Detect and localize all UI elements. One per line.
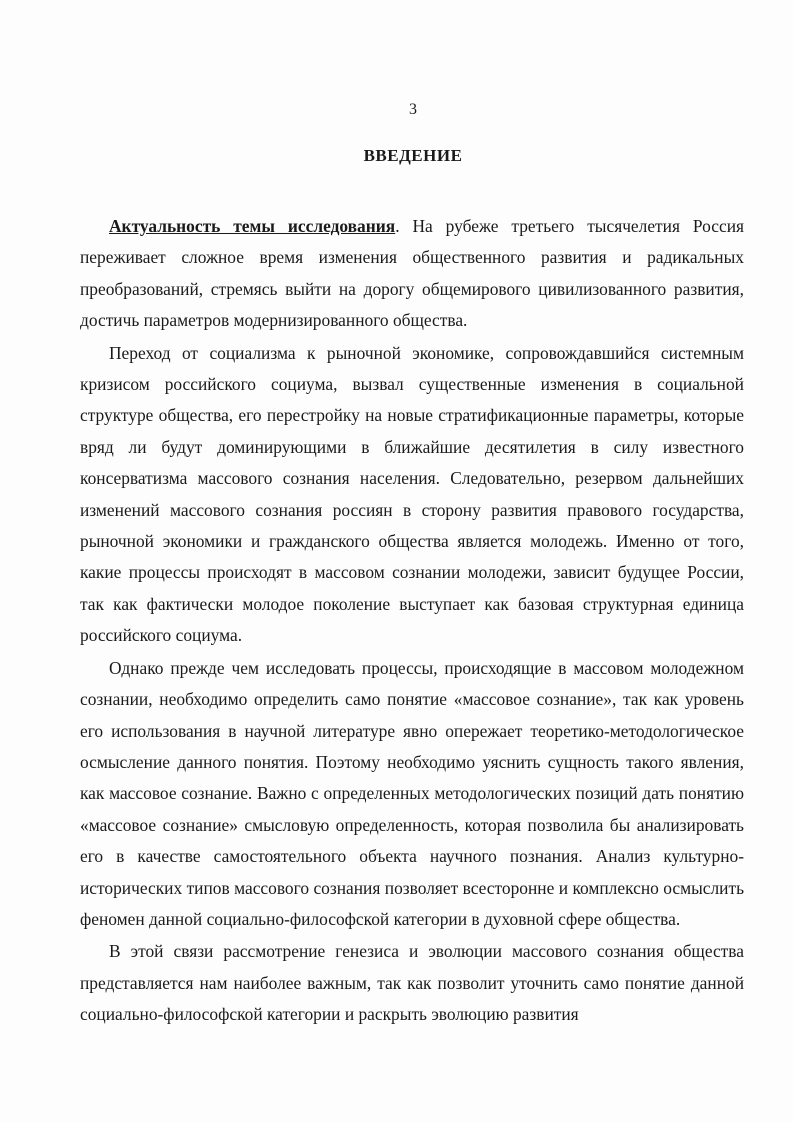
paragraph-genesis: В этой связи рассмотрение генезиса и эволюции массового сознания общества представляется нам наиболее важным, так как позволит уточнить само понятие данной социально-философской категории и раскрыть эволюцию развития bbox=[80, 941, 744, 1025]
paragraph-mass-consciousness: Однако прежде чем исследовать процессы, происходящие в массовом молодежном сознании, необходимо определить само понятие «массовое сознание», так как уровень его использования в научной литературе явно опережает теоретико-методологическое осмысление данного понятия. Поэтому необходимо уяснить сущность такого явления, как массовое сознание. Важно с определенных методологических позиций дать понятию «массовое сознание» смысловую определенность, которая позволила бы анализировать его в качестве самостоятельного объекта научного познания. Анализ культурно-исторических типов массового сознания позволяет всесторонне и комплексно осмыслить феномен данной социально-философской категории в духовной сфере общества. bbox=[80, 657, 744, 929]
paragraph-relevance bbox=[80, 211, 744, 337]
paragraph-text: . На рубеже третьего тысячелетия Россия переживает сложное время изменения общественного развития и радикальных преобразований, стремясь выйти на дорогу общемирового цивилизованного развития, достичь параметров модернизированного общества. bbox=[80, 216, 745, 331]
page-number: 3 bbox=[409, 101, 417, 118]
paragraph-lead: Актуальность темы исследования bbox=[109, 216, 396, 236]
paragraph-transition: Переход от социализма к рыночной экономике, сопровождавшийся системным кризисом российского социума, вызвал существенные изменения в социальной структуре общества, его перестройку на новые стратификационные параметры, которые вряд ли будут доминирующими в ближайшие десятилетия в силу известного консерватизма массового сознания населения. Следовательно, резервом дальнейших изменений массового сознания россиян в сторону развития правового государства, рыночной экономики и гражданского общества является молодежь. Именно от того, какие процессы происходят в массовом сознании молодежи, зависит будущее России, так как фактически молодое поколение выступает как базовая структурная единица российского социума. bbox=[80, 342, 744, 646]
page-title: ВВЕДЕНИЕ bbox=[363, 146, 463, 165]
document-body bbox=[80, 211, 744, 1031]
